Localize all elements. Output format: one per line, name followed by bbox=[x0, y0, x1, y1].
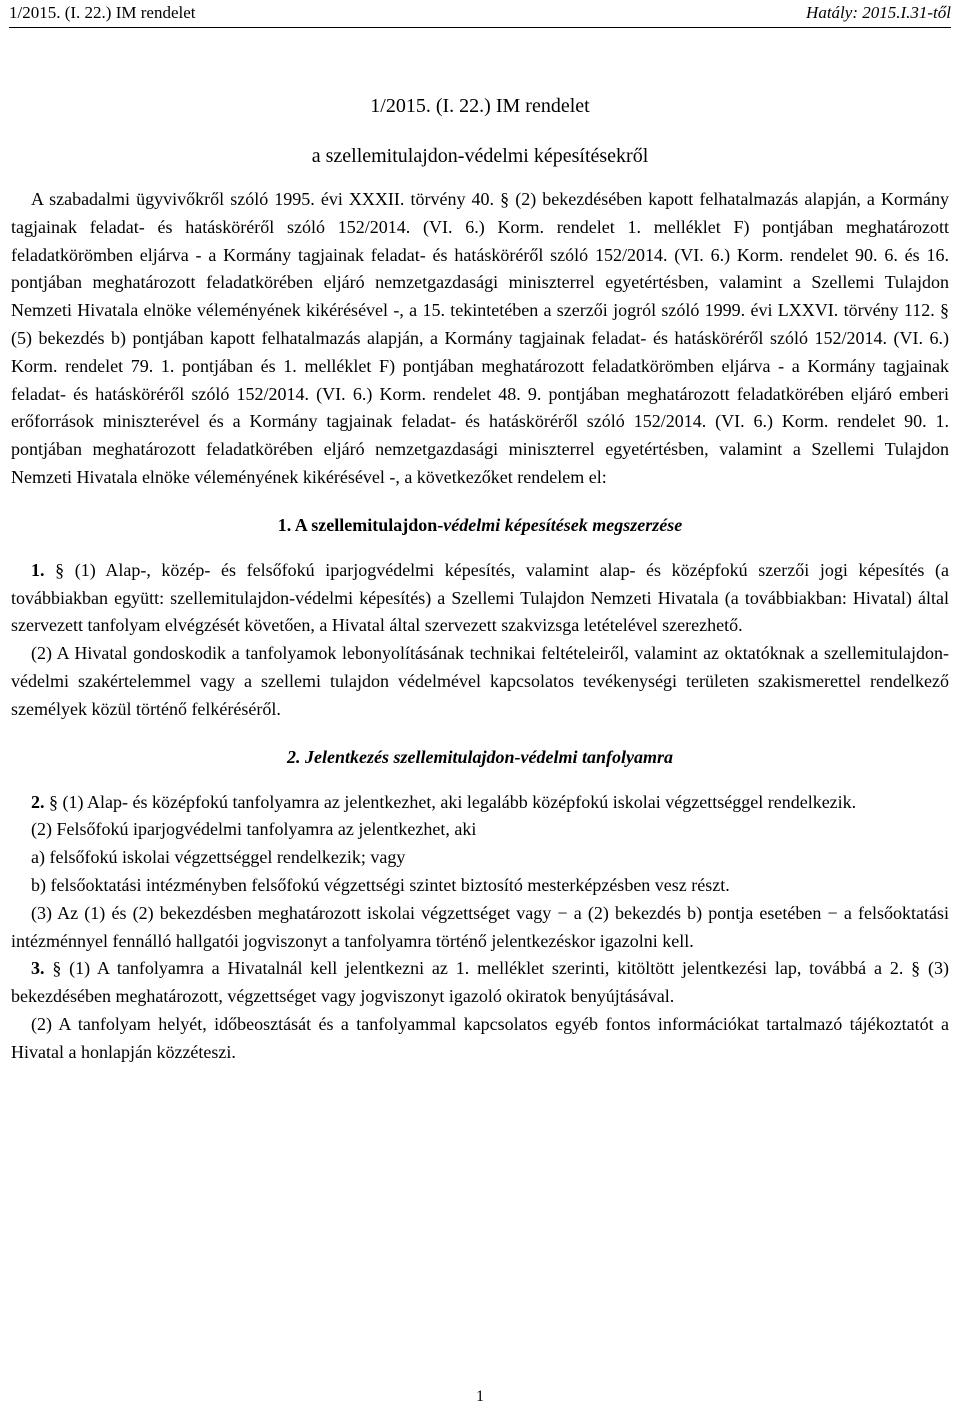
paragraph-2-2: (2) Felsőfokú iparjogvédelmi tanfolyamra az jelentkezhet, aki bbox=[31, 819, 477, 840]
header-divider bbox=[9, 27, 951, 28]
section-1-title bbox=[11, 511, 949, 539]
paragraph-1-1 bbox=[11, 557, 949, 640]
page-number: 1 bbox=[476, 1388, 484, 1405]
preamble-paragraph: A szabadalmi ügyvivőkről szóló 1995. évi XXXII. törvény 40. § (2) bekezdésében kapott felhatalmazás alapján, a Kormány tagjainak feladat- és hatásköréről szóló 152/2014. (VI. 6.) Korm. rendelet 1. melléklet F) pontjában meghatározott feladatkörömben eljárva - a Kormány tagjainak feladat- és hatásköréről szóló 152/2014. (VI. 6.) Korm. rendelet 90. 6. és 16. pontjában meghatározott feladatkörében eljáró nemzetgazdasági miniszterrel egyetértésben, valamint a Szellemi Tulajdon Nemzeti Hivatala elnöke véleményének kikérésével -, a 15. tekintetében a szerzői jogról szóló 1999. évi LXXVI. törvény 112. § (5) bekezdés b) pontjában kapott felhatalmazás alapján, a Kormány tagjainak feladat- és hatásköréről szóló 152/2014. (VI. 6.) Korm. rendelet 79. 1. pontjában és 1. melléklet F) pontjában meghatározott feladatkörömben eljárva - a Kormány tagjainak feladat- és hatásköréről szóló 152/2014. (VI. 6.) Korm. rendelet 48. 9. pontjában meghatározott feladatkörében eljáró emberi erőforrások miniszterével és a Kormány tagjainak feladat- és hatásköréről szóló 152/2014. (VI. 6.) Korm. rendelet 90. 1. pontjában meghatározott feladatkörében eljáró nemzetgazdasági miniszterrel egyetértésben, valamint a Szellemi Tulajdon Nemzeti Hivatala elnöke véleményének kikérésével -, a következőket rendelem el: bbox=[11, 189, 949, 487]
paragraph-2-2-b: b) felsőoktatási intézményben felsőfokú végzettségi szintet biztosító mesterképzésben vesz részt. bbox=[31, 874, 730, 895]
header-left-text: 1/2015. (I. 22.) IM rendelet bbox=[9, 3, 196, 22]
section-2-title-text: 2. Jelentkezés szellemitulajdon-védelmi tanfolyamra bbox=[287, 746, 673, 767]
paragraph-1-number: 1. bbox=[31, 559, 45, 580]
section-1-title-plain: 1. A szellemitulajdon- bbox=[277, 514, 444, 535]
paragraph-3-1-text: § (1) A tanfolyamra a Hivatalnál kell jelentkezni az 1. melléklet szerinti, kitöltött jelentkezési lap, továbbá a 2. § (3) bekezdésében meghatározott, végzettséget vagy jogviszonyt igazoló okiratok benyújtásával. bbox=[11, 958, 949, 1007]
paragraph-2-1-text: § (1) Alap- és középfokú tanfolyamra az jelentkezhet, aki legalább középfokú iskolai végzettséggel rendelkezik. bbox=[49, 791, 857, 812]
header-validity-text: Hatály: 2015.I.31-től bbox=[806, 3, 951, 22]
paragraph-3-2: (2) A tanfolyam helyét, időbeosztását és a tanfolyammal kapcsolatos egyéb fontos információkat tartalmazó tájékoztatót a Hivatal a honlapján közzéteszi. bbox=[11, 1013, 949, 1062]
document-body bbox=[11, 92, 949, 1067]
paragraph-2-number: 2. bbox=[31, 791, 45, 812]
paragraph-1-1-text: § (1) Alap-, közép- és felsőfokú iparjogvédelmi képesítés, valamint alap- és középfokú szerzői jogi képesítés (a továbbiakban együtt: szellemitulajdon-védelmi képesítés) a Szellemi Tulajdon Nemzeti Hivatala (a továbbiakban: Hivatal) által szervezett tanfolyam elvégzését követően, a Hivatal által szervezett szakvizsga letételével szerezhető. bbox=[11, 559, 950, 636]
paragraph-2-2-a: a) felsőfokú iskolai végzettséggel rendelkezik; vagy bbox=[31, 847, 406, 868]
paragraph-2-1 bbox=[11, 789, 949, 817]
paragraph-2-3: (3) Az (1) és (2) bekezdésben meghatározott iskolai végzettséget vagy − a (2) bekezdés b) pontja esetében − a felsőoktatási intézménnyel fennálló hallgatói jogviszonyt a tanfolyamra történő jelentkezéskor igazolni kell. bbox=[11, 902, 949, 951]
document-subtitle: a szellemitulajdon-védelmi képesítésekről bbox=[311, 145, 649, 167]
document-title: 1/2015. (I. 22.) IM rendelet bbox=[370, 95, 590, 117]
section-1-title-italic: védelmi képesítések megszerzése bbox=[443, 514, 683, 535]
page-header bbox=[9, 2, 951, 24]
section-2-title bbox=[11, 743, 949, 771]
paragraph-3-1 bbox=[11, 955, 949, 1011]
paragraph-3-number: 3. bbox=[31, 958, 45, 979]
paragraph-1-2: (2) A Hivatal gondoskodik a tanfolyamok lebonyolításának technikai feltételeiről, valamint az oktatóknak a szellemitulajdon-védelmi szakértelemmel vagy a szellemi tulajdon védelmével kapcsolatos tevékenységi területen szakismerettel rendelkező személyek közül történő felkéréséről. bbox=[11, 643, 949, 719]
